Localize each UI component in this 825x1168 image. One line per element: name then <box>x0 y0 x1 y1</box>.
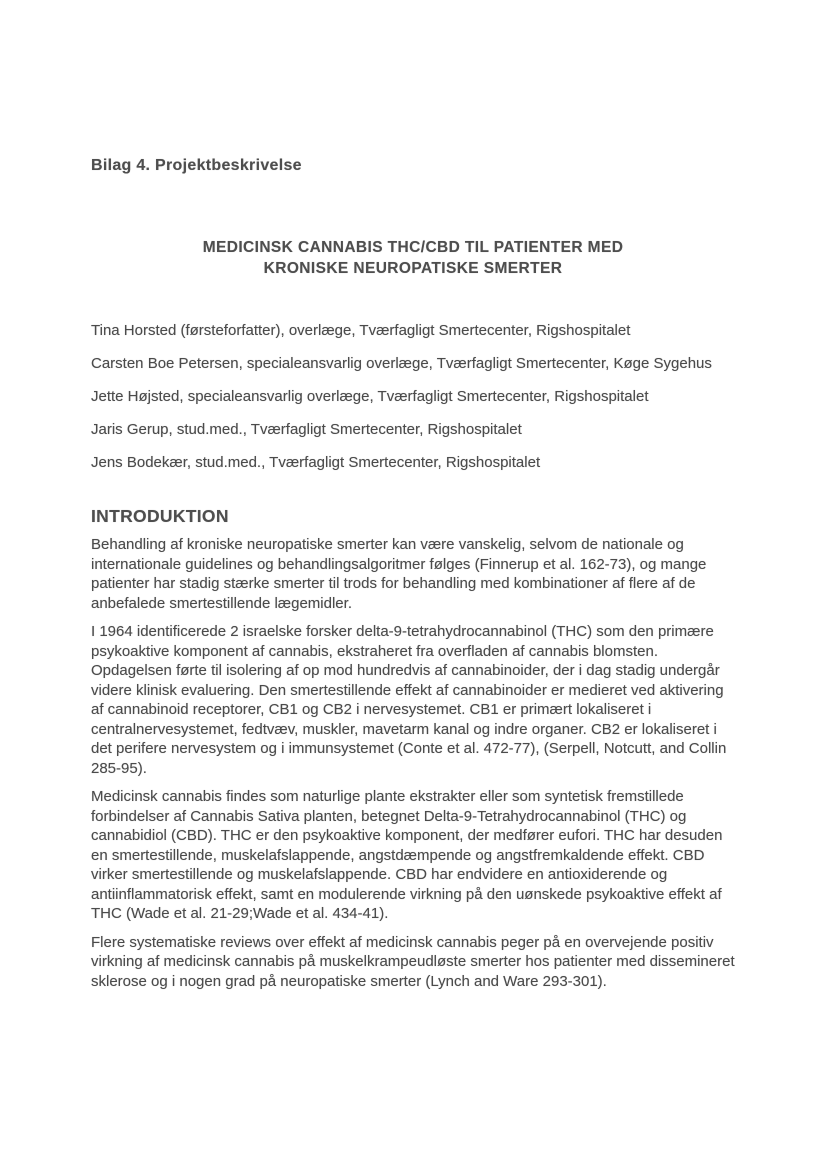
appendix-heading: Bilag 4. Projektbeskrivelse <box>91 157 302 174</box>
document-title-line-1: MEDICINSK CANNABIS THC/CBD TIL PATIENTER MED <box>202 239 624 256</box>
paragraph: Flere systematiske reviews over effekt af medicinsk cannabis peger på en overvejende positiv virkning af medicinsk cannabis på muskelkrampeudløste smerter hos patienter med dissemineret sklerose og i nogen grad på neuropatiske smerter (Lynch and Ware 293-301). <box>91 933 735 990</box>
author-list <box>91 320 735 473</box>
author-line: Jette Højsted, specialeansvarlig overlæge, Tværfagligt Smertecenter, Rigshospitalet <box>91 388 649 405</box>
section-heading-introduktion: INTRODUKTION <box>91 506 229 526</box>
author-line: Tina Horsted (førsteforfatter), overlæge, Tværfagligt Smertecenter, Rigshospitalet <box>91 322 631 339</box>
document-title-line-2: KRONISKE NEUROPATISKE SMERTER <box>263 260 563 277</box>
author-line: Carsten Boe Petersen, specialeansvarlig overlæge, Tværfagligt Smertecenter, Køge Sygehus <box>91 355 712 372</box>
author-line: Jens Bodekær, stud.med., Tværfagligt Smertecenter, Rigshospitalet <box>91 454 541 471</box>
author-line: Jaris Gerup, stud.med., Tværfagligt Smertecenter, Rigshospitalet <box>91 421 522 438</box>
introduction-section <box>91 535 735 991</box>
paragraph: Medicinsk cannabis findes som naturlige plante ekstrakter eller som syntetisk fremstillede forbindelser af Cannabis Sativa planten, betegnet Delta-9-Tetrahydrocannabinol (THC) og cannabidiol (CBD). THC er den psykoaktive komponent, der medfører eufori. THC har desuden en smertestillende, muskelafslappende, angstdæmpende og angstfremkaldende effekt. CBD virker smertestillende og muskelafslappende. CBD har endvidere en antioxiderende og antiinflammatorisk effekt, samt en modulerende virkning på den uønskede psykoaktive effekt af THC (Wade et al. 21-29;Wade et al. 434-41). <box>91 788 723 922</box>
document-title <box>91 237 735 279</box>
paragraph: Behandling af kroniske neuropatiske smerter kan være vanskelig, selvom de nationale og internationale guidelines og behandlingsalgoritmer følges (Finnerup et al. 162-73), og mange patienter har stadig stærke smerter til trods for behandling med kombinationer af flere af de anbefalede smertestillende lægemidler. <box>91 536 707 612</box>
paragraph: I 1964 identificerede 2 israelske forsker delta-9-tetrahydrocannabinol (THC) som den primære psykoaktive komponent af cannabis, ekstraheret fra overfladen af cannabis blomsten. Opdagelsen førte til isolering af op mod hundredvis af cannabinoider, der i dag stadig undergår videre klinisk evaluering. Den smertestillende effekt af cannabinoider er medieret ved aktivering af cannabinoid receptorer, CB1 og CB2 i nervesystemet. CB1 er primært lokaliseret i centralnervesystemet, fedtvæv, muskler, mavetarm kanal og indre organer. CB2 er lokaliseret i det perifere nervesystem og i immunsystemet (Conte et al. 472-77), (Serpell, Notcutt, and Collin 285-95). <box>91 623 727 777</box>
